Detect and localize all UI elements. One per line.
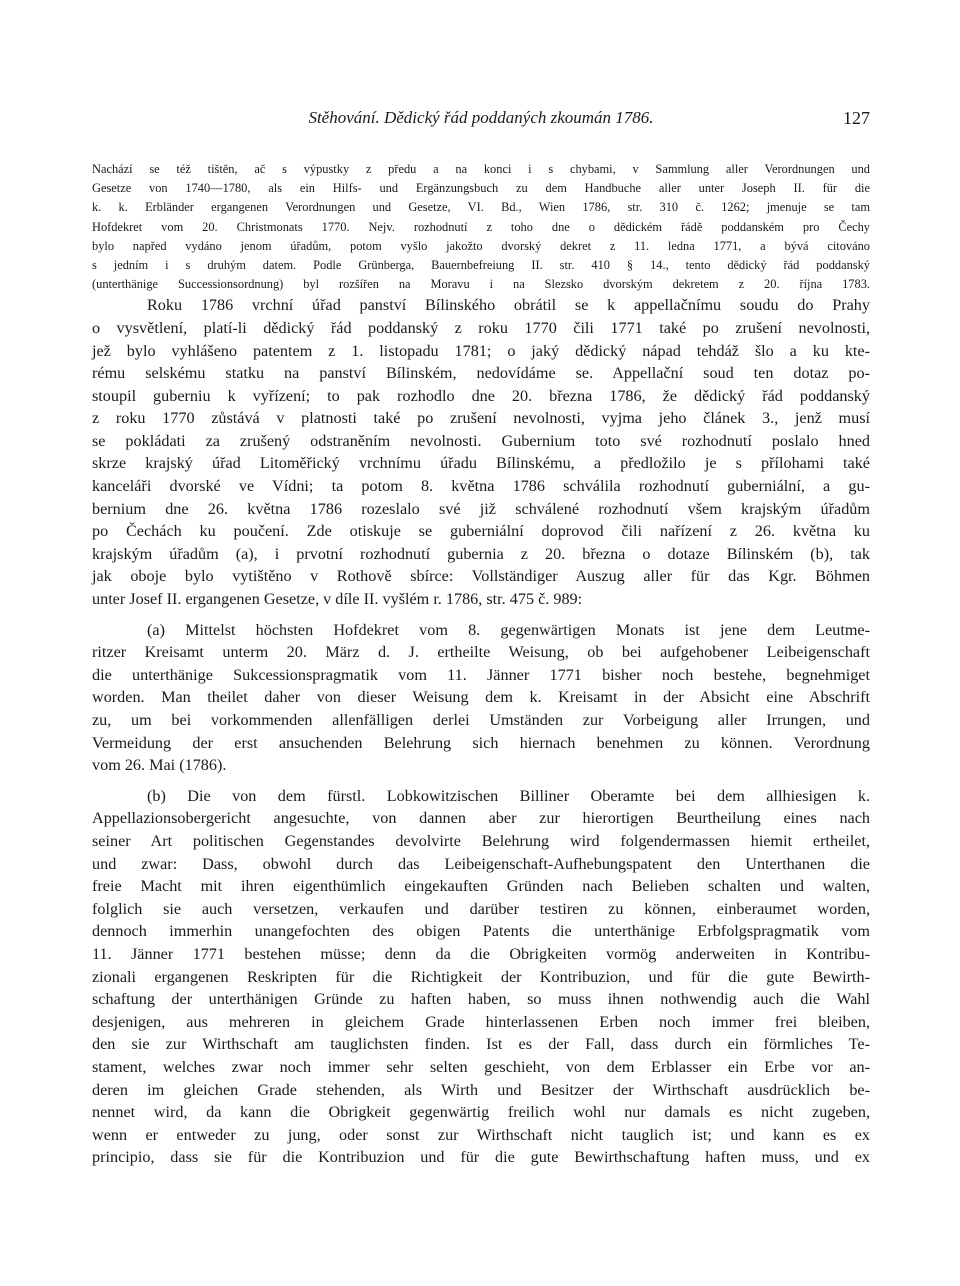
quote-line: folglich sie auch versetzen, verkaufen und darüber testiren zu können, einberaumet worden, [92,899,870,918]
paragraph-line: se pokládati za zrušený odstraněním nevolnosti. Gubernium toto své rozhodnutí poslalo hned [92,431,870,450]
footnote-line: (unterthänige Successionsordnung) byl rozšířen na Moravu i na Slezsko dvorským dekretem z 20. října 1783. [92,277,870,292]
quote-line: nennet wird, da kann die Obrigkeit gegenwärtig freilich wohl nur damals es nicht zugeben, [92,1103,870,1122]
page-number: 127 [843,108,870,128]
main-paragraph [92,294,870,610]
quote-line: (b) Die von dem fürstl. Lobkowitzischen Billiner Oberamte bei dem allhiesigen k. [147,786,870,805]
quote-line: den sie zur Wirthschaft am tauglichsten finden. Ist es der Fall, dass durch ein förmliches Te- [92,1035,870,1054]
paragraph-line: po Čechách ku poučení. Zde otiskuje se guberniální doprovod čili nařízení z 26. května ku [92,522,870,541]
quote-line: vom 26. Mai (1786). [92,756,227,775]
footnote-line: Hofdekret vom 20. Christmonats 1770. Nejv. rozhodnutí z toho dne o dědickém řádě poddanském pro Čechy [92,219,870,234]
paragraph-line: krajským úřadům (a), i prvotní rozhodnutí gubernia z 20. března o dotaze Bílinském (b), tak [92,544,870,563]
paragraph-line: stoupil guberniu k vyřízení; to pak rozhodlo dne 20. března 1786, že dědický řád poddanský [92,386,870,405]
quote-line: deren im gleichen Grade stehenden, als Wirth und Besitzer der Wirthschaft ausdrücklich be- [92,1080,870,1099]
quote-line: dennoch immerhin unangefochten des obigen Patents die unterthänige Erbfolgspragmatik vom [92,922,870,941]
paragraph-line: kanceláři dvorské ve Vídni; ta potom 8. května 1786 schválila rozhodnutí guberniální, a gu- [92,477,870,496]
quote-line: worden. Man theilet daher von dieser Weisung dem k. Kreisamt in der Absicht eine Abschrift [92,688,870,707]
quote-line: seiner Art politischen Gegenstandes devolvirte Belehrung wird folgendermassen hiemit ertheilet, [92,831,870,850]
quote-line: principio, dass sie für die Kontribuzion und für die gute Bewirthschaftung haften muss, und ex [92,1148,870,1167]
footnote-line: Nachází se též tištěn, ač s výpustky z předu a na konci i s chybami, v Sammlung aller Verordnungen und [92,162,870,176]
quote-line: zu, um bei vorkommenden allenfälligen derlei Umständen zur Vorbeigung aller Irrungen, und [92,711,870,729]
quote-line: freie Macht mit ihren eigenthümlich eingekauften Gründen nach Belieben schalten und walten, [92,877,870,896]
paragraph-line: o vysvětlení, platí-li dědický řád poddanský z roku 1770 čili 1771 také po zrušení nevolnosti, [92,318,870,337]
quote-line: (a) Mittelst höchsten Hofdekret vom 8. gegenwärtigen Monats ist jene dem Leutme- [147,620,870,639]
footnote-line: s jedním i s druhým datem. Podle Grünberga, Bauernbefreiung II. str. 410 § 14., tento dědický řád poddanský [92,257,870,272]
paragraph-line: Roku 1786 vrchní úřad panství Bílinského obrátil se k appellačnímu soudu do Prahy [147,296,870,315]
footnote-line: k. k. Erbländer ergangenen Verordnungen und Gesetze, VI. Bd., Wien 1786, str. 310 č. 1262; jmenuje se tam [92,200,870,215]
footnote [92,160,870,294]
running-title: Stěhování. Dědický řád poddaných zkoumán 1786. [308,108,654,127]
paragraph-line: z roku 1770 zůstává v platnosti také po zrušení nevolnosti, vyjma jeho článek 3., jenž musí [92,409,870,428]
paragraph-line: bernium dne 26. května 1786 rozeslalo své již schválené rozhodnutí všem krajským úřadům [92,499,870,518]
quote-a [92,619,870,777]
quote-b [92,785,870,1169]
paragraph-line: unter Josef II. ergangenen Gesetze, v díle II. vyšlém r. 1786, str. 475 č. 989: [92,590,583,609]
quote-line: und zwar: Dass, obwohl durch das Leibeigenschaft-Aufhebungspatent den Unterthanen die [92,854,870,873]
paragraph-line: jak oboje bylo vytištěno v Rothově sbírce: Vollständiger Auszug aller für das Kgr. Böhmen [92,567,870,586]
footnote-line: bylo napřed vydáno jenom úřadům, potom vyšlo jakožto dvorský dekret z 11. ledna 1771, a bývá citováno [92,238,870,253]
paragraph-line: jež bylo vyhlášeno patentem z 1. listopadu 1781; o jaký dědický nápad tehdáž šlo a ku kte- [92,341,870,360]
quote-line: desjenigen, aus mehreren in gleichem Grade hinterlassenen Erben noch immer frei bleiben, [92,1012,870,1031]
quote-line: Appellazionsobergericht angesuchte, von dannen aber zur hierortigen Beurtheilung eines nach [92,809,870,828]
quote-line: ritzer Kreisamt unterm 20. März d. J. ertheilte Weisung, ob bei aufgehobener Leibeigenschaft [92,643,870,662]
paragraph-line: rému selskému statku na panství Bílinském, nedovídáme se. Appellační soud ten dotaz po- [92,364,870,383]
quote-line: schaftung der unterthänigen Gründe zu haften haben, so muss ihnen nothwendig auch die Wahl [92,990,870,1009]
quote-line: 11. Jänner 1771 bestehen müsse; denn da die Obrigkeiten vormög anderweiten in Kontribu- [92,944,870,963]
quote-line: Vermeidung der erst ansuchenden Belehrung sich hiernach benehmen zu können. Verordnung [92,733,870,752]
quote-line: stament, welches zwar noch immer sehr selten geschieht, von dem Erblasser ein Erbe vor an- [92,1057,870,1076]
page-header [92,108,870,138]
quote-line: zionali ergangenen Reskripten für die Richtigkeit der Kontribuzion, und für die gute Bewirth- [92,967,870,986]
quote-line: die unterthänige Sukcessionspragmatik vom 11. Jänner 1771 bisher noch bestehe, begnehmiget [92,665,870,684]
paragraph-line: skrze krajský úřad Litoměřický vrchnímu úřadu Bílinskému, a předložilo je s přílohami také [92,454,870,473]
quote-line: wenn er entweder zu jung, oder sonst zur Wirthschaft nicht tauglich ist; und kann es ex [92,1125,870,1144]
footnote-line: Gesetze von 1740—1780, als ein Hilfs- und Ergänzungsbuch zu dem Handbuche aller unter Joseph II. für die [92,181,870,196]
document-page [92,108,870,1169]
